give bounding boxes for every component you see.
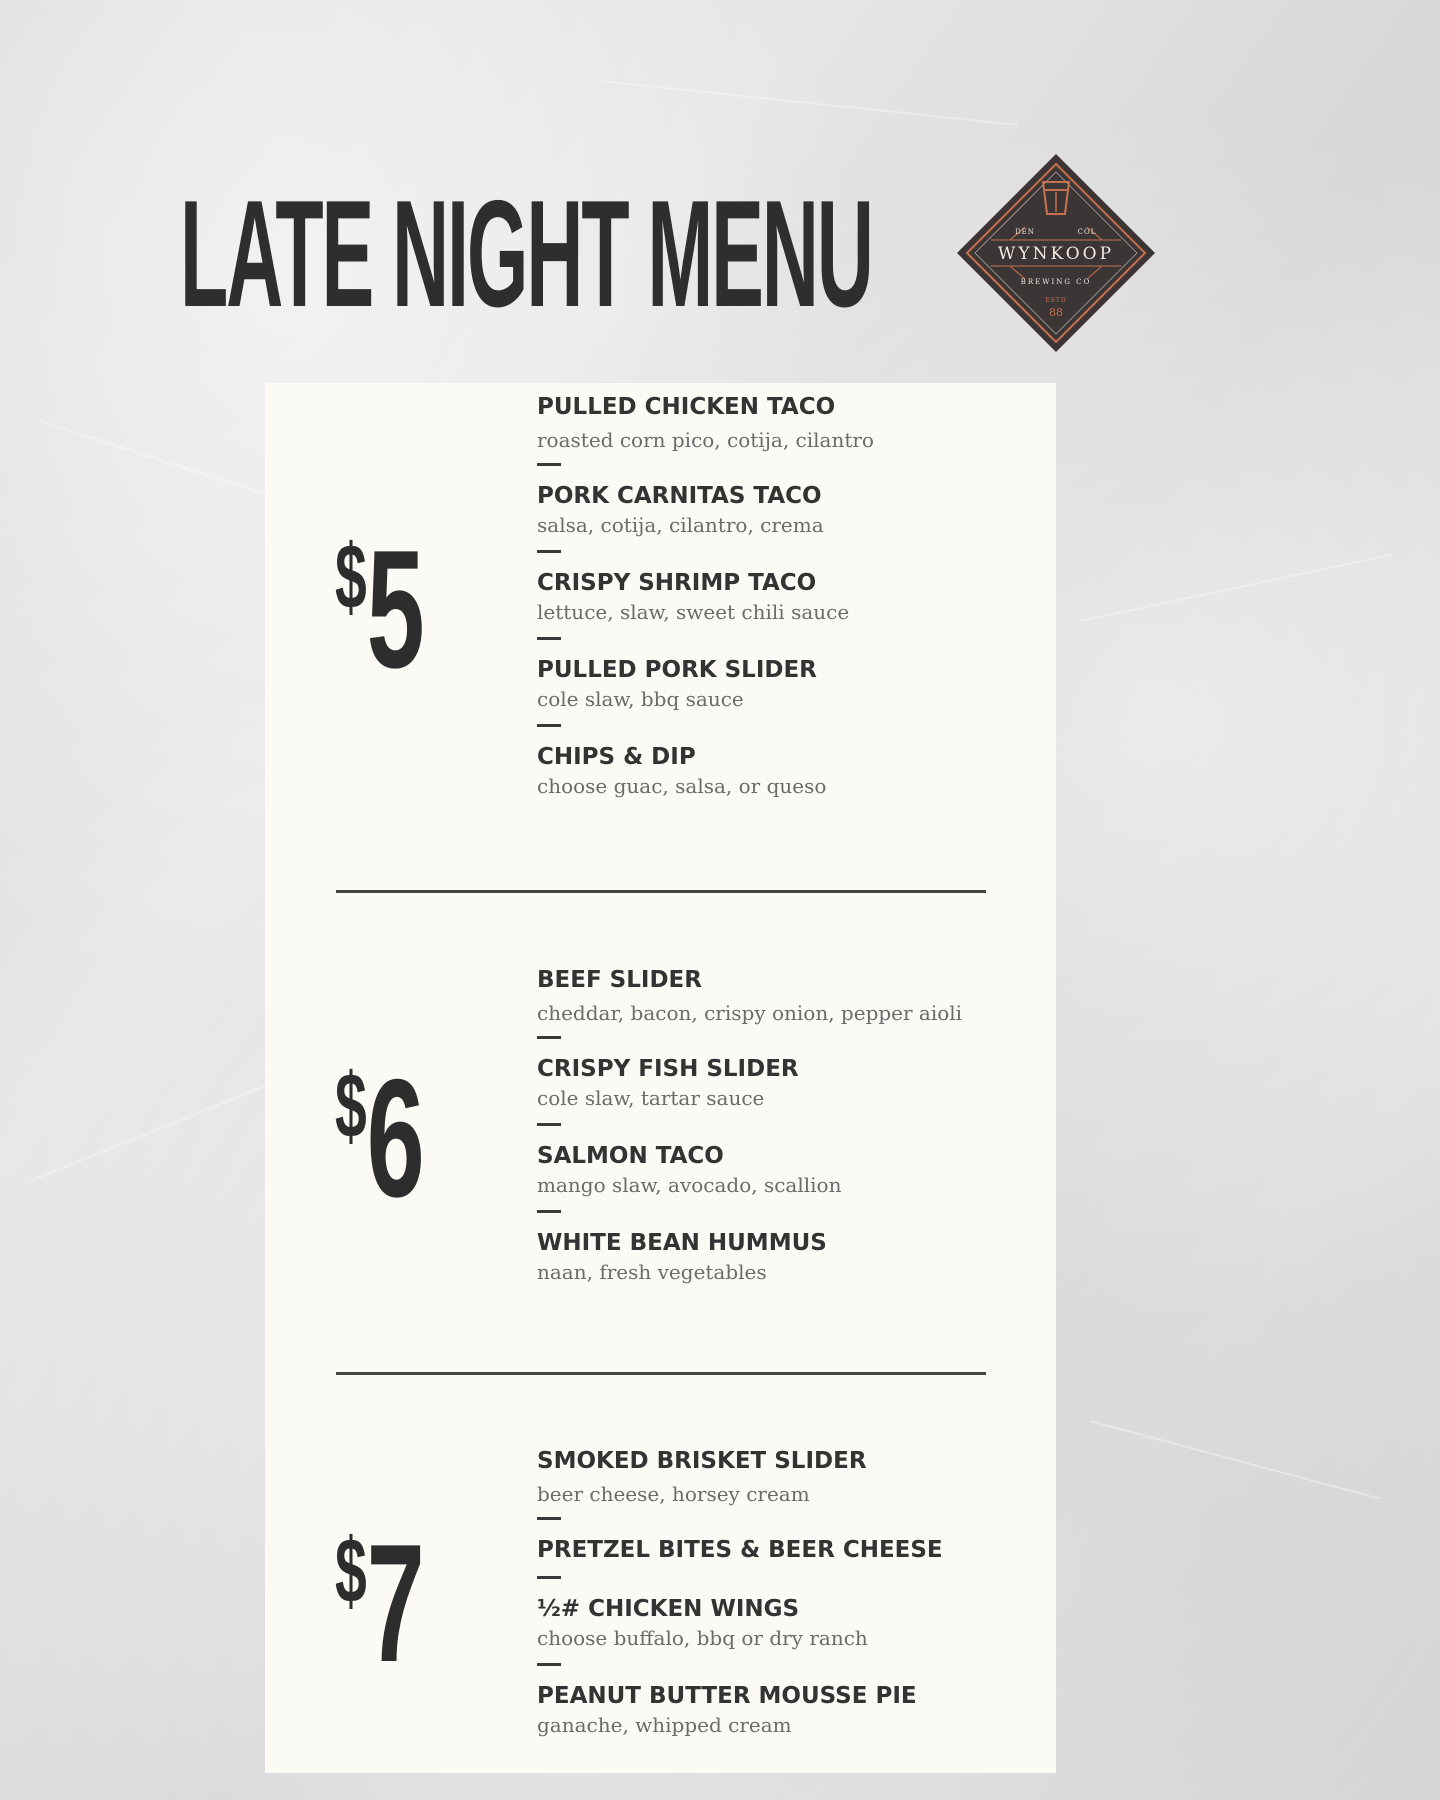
menu-item-name: CRISPY FISH SLIDER [537,1056,799,1082]
menu-item-description: naan, fresh vegetables [537,1260,767,1284]
item-separator [537,1210,561,1213]
price-label [335,1044,425,1232]
price-amount: 6 [366,1044,425,1232]
menu-item-description: choose buffalo, bbq or dry ranch [537,1626,868,1650]
menu-card [265,383,1056,1773]
menu-item-name: BEEF SLIDER [537,967,702,993]
menu-item-description: lettuce, slaw, sweet chili sauce [537,600,850,624]
item-separator [537,1123,561,1126]
menu-item [537,1682,1037,1738]
logo-name: WYNKOOP [997,244,1115,264]
menu-item-name: SMOKED BRISKET SLIDER [537,1448,867,1474]
menu-item [537,1447,1037,1520]
menu-item-description: cole slaw, tartar sauce [537,1086,765,1110]
section-divider [336,1372,986,1375]
price-currency: $ [335,526,367,628]
price-label [335,1509,425,1697]
price-currency: $ [335,1520,367,1622]
menu-item-name: PORK CARNITAS TACO [537,483,822,509]
menu-item-description: cole slaw, bbq sauce [537,687,744,711]
page-title: LATE NIGHT MENU [180,169,872,339]
menu-item [537,1595,1037,1666]
menu-item [537,743,1037,799]
menu-item [537,1536,1037,1579]
menu-item-name: PEANUT BUTTER MOUSSE PIE [537,1683,917,1709]
price-amount: 7 [366,1509,425,1697]
logo-right-mark: COL [1077,228,1097,236]
menu-item-description: roasted corn pico, cotija, cilantro [537,428,874,452]
paper-crease [1080,553,1393,621]
menu-item-description: choose guac, salsa, or queso [537,774,827,798]
item-separator [537,724,561,727]
menu-item-name: CHIPS & DIP [537,744,696,770]
item-separator [537,1036,561,1039]
menu-item-description: ganache, whipped cream [537,1713,792,1737]
menu-item [537,966,1037,1039]
item-separator [537,1663,561,1666]
menu-item-name: SALMON TACO [537,1143,724,1169]
menu-item-name: ½# CHICKEN WINGS [537,1596,800,1622]
brewery-logo [955,152,1157,354]
menu-item-description: mango slaw, avocado, scallion [537,1173,842,1197]
menu-item-list [537,1447,1037,1738]
menu-item-description: beer cheese, horsey cream [537,1482,810,1506]
item-separator [537,1576,561,1579]
menu-item-name: PULLED PORK SLIDER [537,657,817,683]
menu-item [537,1142,1037,1213]
paper-crease [30,1083,272,1182]
menu-item-description: cheddar, bacon, crispy onion, pepper aioli [537,1001,963,1025]
menu-item-list [537,393,1037,799]
logo-estd-year: 88 [1049,306,1063,319]
item-separator [537,637,561,640]
logo-subtitle: BREWING CO [1020,278,1092,286]
menu-item-description: salsa, cotija, cilantro, crema [537,513,824,537]
menu-item [537,482,1037,553]
paper-crease [600,80,1018,126]
section-divider [336,890,986,893]
item-separator [537,550,561,553]
item-separator [537,1517,561,1520]
logo-estd-label: ESTD [1045,297,1067,304]
price-amount: 5 [366,515,425,703]
menu-item-name: CRISPY SHRIMP TACO [537,570,817,596]
menu-item-name: PRETZEL BITES & BEER CHEESE [537,1537,943,1563]
price-currency: $ [335,1055,367,1157]
menu-item [537,393,1037,466]
menu-item-name: PULLED CHICKEN TACO [537,394,836,420]
menu-item-name: WHITE BEAN HUMMUS [537,1230,827,1256]
menu-item [537,569,1037,640]
menu-item [537,1229,1037,1285]
menu-item [537,656,1037,727]
paper-crease [1090,1420,1380,1500]
menu-item-list [537,966,1037,1285]
item-separator [537,463,561,466]
logo-left-mark: DEN [1015,228,1035,236]
menu-item [537,1055,1037,1126]
price-label [335,515,425,703]
